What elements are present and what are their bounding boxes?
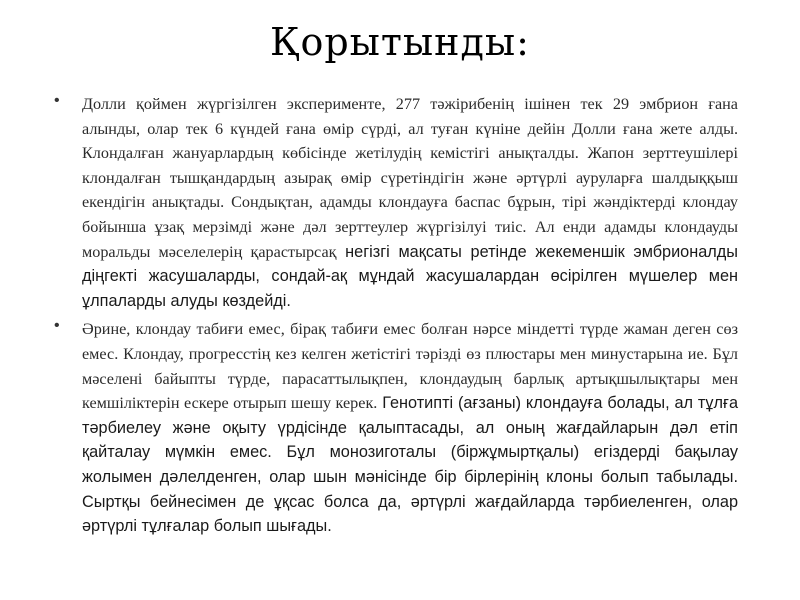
bullet-item-1 xyxy=(54,92,738,313)
bullet-2-serif-text: Әрине, клондау табиғи емес, бірақ табиғи емес болған нәрсе міндетті түрде жаман деген сөз емес. Клондау, прогресстің кез келген жетістігі тәрізді өз плюстары мен минустарына ие. Бұл мәселені байыпты түрде, парасаттылықпен, клондаудың барлық артықшылықтары мен кемшіліктерін ескере отырып шешу керек. xyxy=(82,320,738,413)
bullet-item-2 xyxy=(54,317,738,538)
bullet-2-sans-text: Генотипті (ағзаны) клондауға болады, ал тұлға тәрбиелеу және оқыту үрдісінде қалыптасады, ал оның жағдайларын дәл етіп қайталау мүмкін емес. Бұл монозиготалы (біржұмыртқалы) егіздерді бақылау жолымен дәлелденген, олар шын мәнісінде бір бірлерінің клоны болып табылады. Сыртқы бейнесімен де ұқсас болса да, әртүрлі жағдайларда тәрбиеленген, олар әртүрлі тұлғалар болып шығады. xyxy=(82,394,739,536)
bullet-1-serif-text: Долли қоймен жүргізілген экспериментe, 277 тәжірибенің ішінен тек 29 эмбрион ғана алынды, олар тек 6 күндей ғана өмір сүрді, ал туған күніне дейін Долли ғана жете алды. Клондалған жануарлардың көбісінде жетілудің кемістігі анықталды. Жапон зерттеушілері клондалған тышқандардың азырақ өмір сүретіндігін және әртүрлі ауруларға шалдыққыш екендігін анықтады. Сондықтан, адамды клондауға баспас бұрын, тірі жәндіктерді клондау бойынша ұзақ мерзімді және дәл зерттеулер жүргізілуі тиіс. Ал енди адамды клондауды моральды мәселелерің қарастырсақ xyxy=(82,95,738,261)
bullet-list xyxy=(54,92,738,539)
bullet-1-sans-text: негізгі мақсаты ретінде жекеменшік эмбрионалды діңгекті жасушаларды, сондай-ақ мұндай жасушалардан өсірілген мүшелер мен ұлпаларды алуды көздейді. xyxy=(82,242,738,310)
slide-title: Қорытынды: xyxy=(270,20,530,64)
